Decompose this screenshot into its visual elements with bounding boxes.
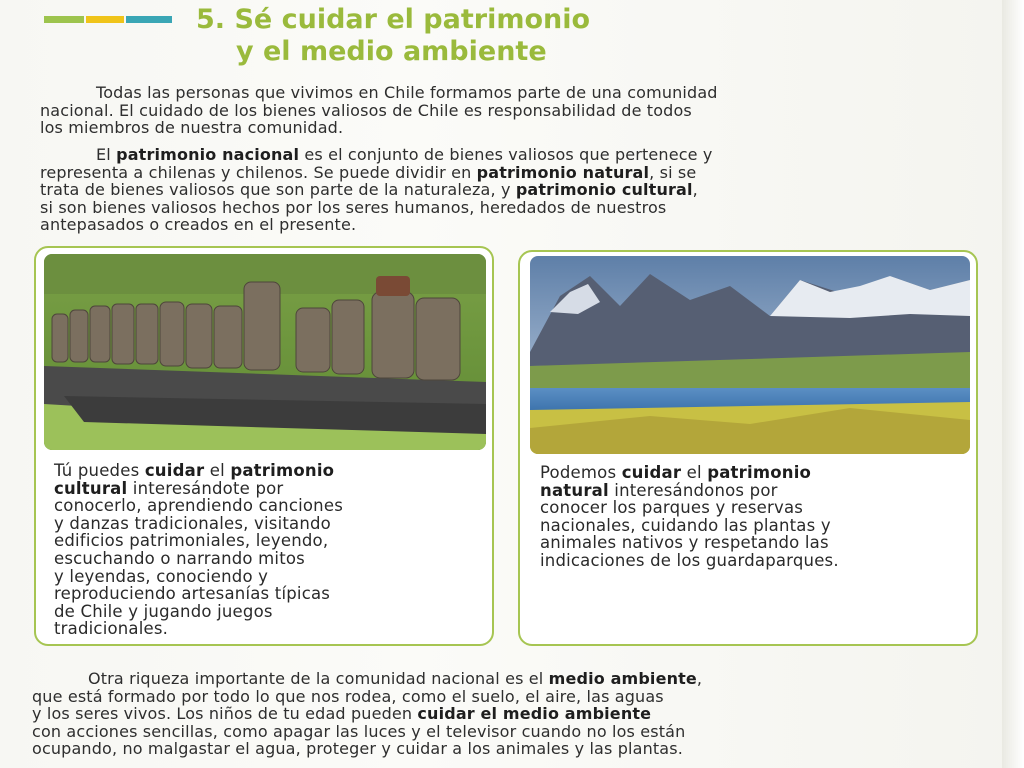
term-patrimonio-natural: patrimonio natural: [476, 162, 650, 182]
closing-paragraph: Otra riqueza importante de la comunidad nacional es el medio ambiente, que está formado por todo lo que nos rodea, como el suelo, el aire, las aguas y los seres vivos. Los niños de tu edad pueden cuidar el medio ambiente con acciones sencillas, como apagar las luces y el televisor cuando no los están ocupando, no malgastar el agua, proteger y cuidar a los animales y las plantas.: [32, 669, 703, 759]
term-patrimonio-nacional: patrimonio nacional: [116, 145, 300, 164]
term-medio-ambiente: medio ambiente: [548, 669, 697, 688]
section-title-line-2: y el medio ambiente: [236, 36, 547, 67]
moai-photo: [44, 254, 486, 450]
intro-paragraph-2: El patrimonio nacional es el conjunto de bienes valiosos que pertenece y representa a chilenas y chilenos. Se puede dividir en patrimonio natural, si se trata de bienes valiosos que son parte de la naturaleza, y patrimonio cultural, si son bienes valiosos hechos por los seres humanos, heredados de nuestros antepasados o creados en el presente.: [40, 145, 713, 235]
page-edge-shadow: [1002, 0, 1024, 768]
bleed-through-text: [770, 36, 990, 76]
moai-illustration: [44, 254, 486, 450]
term-cuidar-medio-ambiente: cuidar el medio ambiente: [417, 704, 652, 724]
pukao-topknot: [376, 276, 410, 296]
card-natural-text: Podemos cuidar el patrimonio natural interesándonos por conocer los parques y reservas nacionales, cuidando las plantas y animales nativos y respetando las indicaciones de los guardaparques.: [540, 463, 839, 570]
card-cultural-text: Tú puedes cuidar el patrimonio cultural interesándote por conocerlo, aprendiendo canciones y danzas tradicionales, visitando edificios patrimoniales, leyendo, escuchando o narrando mitos y leyendas, conociendo y reproduciendo artesanías típicas de Chile y jugando juegos tradicionales.: [54, 461, 343, 639]
card-patrimonio-natural: [518, 250, 978, 646]
decorative-bar-green: [44, 16, 84, 23]
decorative-bar-teal: [126, 16, 172, 23]
term-patrimonio-cultural: patrimonio cultural: [515, 180, 693, 200]
card-patrimonio-cultural: [34, 246, 494, 646]
intro-paragraph-1: Todas las personas que vivimos en Chile formamos parte de una comunidad nacional. El cuidado de los bienes valiosos de Chile es responsabilidad de todos los miembros de nuestra comunidad.: [40, 83, 718, 138]
section-title: [196, 4, 590, 68]
decorative-bar-yellow: [86, 16, 124, 23]
section-title-line-1: 5. Sé cuidar el patrimonio: [196, 4, 591, 35]
landscape-illustration: [530, 256, 970, 454]
landscape-photo: [530, 256, 970, 454]
